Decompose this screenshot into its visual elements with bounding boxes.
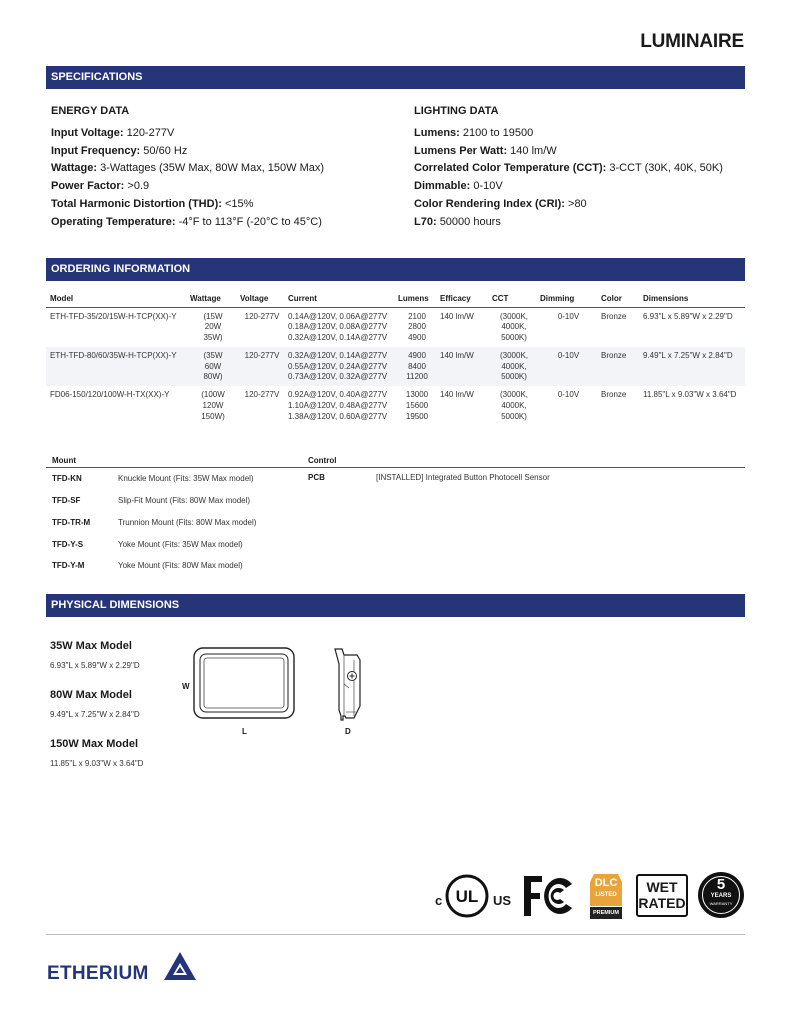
mount-row (52, 518, 256, 527)
table-row (46, 386, 745, 425)
cell-line: 150W) (201, 411, 225, 421)
svg-text:UL: UL (455, 887, 479, 906)
section-header-specifications: SPECIFICATIONS (46, 66, 745, 89)
mount-desc: Yoke Mount (Fits: 80W Max model) (118, 561, 243, 570)
cell-line: 2100 (408, 311, 426, 321)
cell-line: 4900 (408, 350, 426, 360)
cell-wattage (186, 347, 236, 386)
energy-spec-value: 120-277V (126, 126, 175, 139)
cell-line: 2800 (408, 322, 426, 332)
cell-voltage: 120-277V (244, 390, 280, 400)
cell-line: 0.14A@120V, 0.06A@277V (288, 311, 388, 321)
cell-line: 13000 (405, 390, 429, 400)
mount-code: TFD-Y-M (52, 561, 85, 570)
column-header: Wattage (186, 290, 236, 307)
cell-lumens (394, 307, 436, 347)
mount-desc: Yoke Mount (Fits: 35W Max model) (118, 540, 243, 549)
cell-line: 11200 (406, 372, 428, 382)
energy-spec-row (51, 143, 324, 161)
control-desc: [INSTALLED] Integrated Button Photocell Sensor (376, 473, 550, 482)
cell-dimensions: 11.85"L x 9.03"W x 3.64"D (643, 390, 737, 400)
lighting-spec-row (414, 214, 723, 232)
lighting-spec-row (414, 178, 723, 196)
column-header: Efficacy (436, 290, 488, 307)
column-header: Voltage (236, 290, 284, 307)
warranty-badge: 5 YEARS WARRANTY (698, 872, 744, 918)
cell-line: 0.55A@120V, 0.24A@277V (288, 361, 388, 371)
cell-model: ETH-TFD-80/60/35W-H-TCP(XX)-Y (46, 347, 186, 386)
mount-code: TFD-Y-S (52, 540, 84, 549)
cell-line: 60W (204, 361, 222, 371)
ordering-table (46, 290, 745, 426)
energy-spec-row (51, 178, 324, 196)
column-header: Dimming (536, 290, 597, 307)
cell-model: ETH-TFD-35/20/15W-H-TCP(XX)-Y (50, 311, 177, 321)
cell-lumens (394, 386, 436, 425)
cell-line: 0.32A@120V, 0.14A@277V (288, 333, 388, 343)
energy-spec-row (51, 214, 324, 232)
lighting-spec-label: L70: (414, 215, 437, 228)
cell-line: 15600 (405, 401, 429, 411)
cell-cct (488, 307, 536, 347)
column-header: Current (284, 290, 394, 307)
cell-color: Bronze (597, 347, 639, 386)
mount-row (52, 496, 250, 505)
cell-line: 0.32A@120V, 0.14A@277V (288, 350, 388, 360)
energy-spec-value: 3-Wattages (35W Max, 80W Max, 150W Max) (100, 162, 325, 175)
lighting-spec-value: 0-10V (473, 180, 503, 193)
column-header: Dimensions (639, 290, 745, 307)
length-label: L (242, 727, 247, 736)
energy-data-heading: ENERGY DATA (51, 105, 130, 117)
cell-wattage (186, 307, 236, 347)
cell-current (284, 307, 394, 347)
cell-wattage (186, 386, 236, 425)
control-heading: Control (308, 456, 337, 465)
mount-desc: Slip-Fit Mount (Fits: 80W Max model) (118, 496, 251, 505)
lighting-spec-label: Dimmable: (414, 180, 471, 193)
lighting-spec-row (414, 143, 723, 161)
cell-line: 19500 (405, 411, 429, 421)
control-row (308, 473, 550, 482)
lighting-spec-row (414, 160, 723, 178)
cell-cct (488, 386, 536, 425)
lighting-spec-value: 3-CCT (30K, 40K, 50K) (609, 162, 723, 175)
energy-spec-label: Wattage: (51, 162, 98, 175)
cell-line: 120W (202, 401, 224, 411)
mount-desc: Trunnion Mount (Fits: 80W Max model) (118, 518, 257, 527)
cell-color: Bronze (601, 390, 627, 400)
cell-line: (15W (203, 311, 223, 321)
lighting-spec-row (414, 196, 723, 214)
cell-line: 0.73A@120V, 0.32A@277V (288, 372, 388, 382)
cell-efficacy: 140 lm/W (440, 311, 474, 321)
cell-line: 5000K) (501, 333, 527, 343)
column-header: CCT (488, 290, 536, 307)
cell-line: 5000K) (501, 411, 527, 421)
cell-line: (100W (201, 390, 225, 400)
ul-logo-icon (445, 874, 489, 918)
cell-color: Bronze (601, 311, 627, 321)
energy-spec-value: <15% (224, 197, 254, 210)
cell-efficacy: 140 lm/W (436, 347, 488, 386)
mount-row (52, 561, 243, 570)
cell-current (284, 386, 394, 425)
lighting-spec-label: Lumens: (414, 126, 460, 139)
mount-row (52, 540, 243, 549)
column-header: Color (597, 290, 639, 307)
energy-spec-value: 50/60 Hz (143, 144, 188, 157)
wet-rated-badge: WET RATED (636, 874, 688, 917)
model-title-80w: 80W Max Model (50, 689, 132, 701)
dlc-premium-badge: DLC LISTED PREMIUM (588, 870, 624, 920)
cell-line: 1.38A@120V, 0.60A@277V (288, 411, 388, 421)
lighting-spec-label: Correlated Color Temperature (CCT): (414, 162, 607, 175)
energy-spec-label: Input Frequency: (51, 144, 141, 157)
model-dims-35w: 6.93"L x 5.89"W x 2.29"D (50, 661, 140, 670)
cell-cct (488, 347, 536, 386)
lighting-spec-value: >80 (568, 197, 587, 210)
cell-model: FD06-150/120/100W-H-TX(XX)-Y (50, 390, 170, 400)
footer-divider (46, 934, 745, 935)
cell-line: (3000K, (499, 390, 529, 400)
energy-spec-row (51, 196, 324, 214)
cell-current (284, 347, 394, 386)
width-label: W (182, 682, 190, 691)
model-dims-150w: 11.85"L x 9.03"W x 3.64"D (50, 759, 144, 768)
mount-code: TFD-TR-M (52, 518, 91, 527)
lighting-spec-row (414, 125, 723, 143)
mount-heading: Mount (52, 456, 76, 465)
fcc-logo-icon (520, 872, 576, 920)
brand-wordmark: ETHERIUM (47, 963, 149, 984)
mount-code: TFD-KN (52, 474, 82, 483)
cell-line: 4000K, (501, 361, 527, 371)
cell-line: 0.92A@120V, 0.40A@277V (288, 390, 388, 400)
cell-line: 20W (204, 322, 222, 332)
cell-line: 80W) (203, 372, 223, 382)
side-view-drawing (330, 646, 366, 722)
cell-dimming: 0-10V (557, 390, 580, 400)
cell-voltage: 120-277V (236, 347, 284, 386)
cell-line: 8400 (408, 361, 426, 371)
cell-line: 4000K, (501, 322, 527, 332)
ul-listed-badge: c UL US (435, 872, 517, 918)
cell-line: 4900 (408, 333, 426, 343)
page-title: LUMINAIRE (640, 31, 744, 52)
energy-spec-row (51, 160, 324, 178)
cell-efficacy: 140 lm/W (440, 390, 474, 400)
brand-triangle-icon (162, 950, 198, 982)
control-code: PCB (308, 473, 325, 482)
table-row (46, 307, 745, 347)
energy-spec-row (51, 125, 324, 143)
mount-row (52, 474, 254, 483)
cell-line: 4000K, (501, 401, 527, 411)
energy-spec-label: Power Factor: (51, 180, 125, 193)
mount-desc: Knuckle Mount (Fits: 35W Max model) (118, 474, 254, 483)
cell-line: (35W (203, 350, 223, 360)
cell-voltage: 120-277V (244, 311, 280, 321)
energy-spec-label: Input Voltage: (51, 126, 124, 139)
mount-code: TFD-SF (52, 496, 81, 505)
cell-line: 1.10A@120V, 0.48A@277V (288, 401, 388, 411)
energy-spec-value: -4°F to 113°F (-20°C to 45°C) (178, 215, 322, 228)
lighting-data-heading: LIGHTING DATA (414, 105, 499, 117)
cell-dimming: 0-10V (536, 347, 597, 386)
lighting-spec-label: Color Rendering Index (CRI): (414, 197, 565, 210)
column-header: Lumens (394, 290, 436, 307)
cell-dimensions: 9.49"L x 7.25"W x 2.84"D (639, 347, 745, 386)
energy-data-block (51, 103, 324, 232)
cell-line: 5000K) (501, 372, 527, 382)
lighting-spec-value: 50000 hours (439, 215, 501, 228)
table-row (46, 347, 745, 386)
front-view-drawing (192, 646, 302, 722)
column-header: Model (46, 290, 186, 307)
lighting-spec-label: Lumens Per Watt: (414, 144, 508, 157)
depth-label: D (345, 727, 351, 736)
lighting-data-block (414, 103, 723, 232)
energy-spec-value: >0.9 (127, 180, 150, 193)
lighting-spec-value: 140 lm/W (510, 144, 557, 157)
cell-line: (3000K, (499, 311, 529, 321)
lighting-spec-value: 2100 to 19500 (462, 126, 534, 139)
model-title-35w: 35W Max Model (50, 640, 132, 652)
energy-spec-label: Total Harmonic Distortion (THD): (51, 197, 222, 210)
section-header-physical: PHYSICAL DIMENSIONS (46, 594, 745, 617)
cell-dimming: 0-10V (557, 311, 580, 321)
cell-line: 35W) (203, 333, 223, 343)
cell-dimensions: 6.93"L x 5.89"W x 2.29"D (643, 311, 733, 321)
options-divider (46, 467, 745, 468)
section-header-ordering: ORDERING INFORMATION (46, 258, 745, 281)
cell-line: (3000K, (499, 350, 529, 360)
energy-spec-label: Operating Temperature: (51, 215, 176, 228)
cell-line: 0.18A@120V, 0.08A@277V (288, 322, 388, 332)
model-title-150w: 150W Max Model (50, 738, 139, 750)
model-dims-80w: 9.49"L x 7.25"W x 2.84"D (50, 710, 140, 719)
cell-lumens (394, 347, 436, 386)
